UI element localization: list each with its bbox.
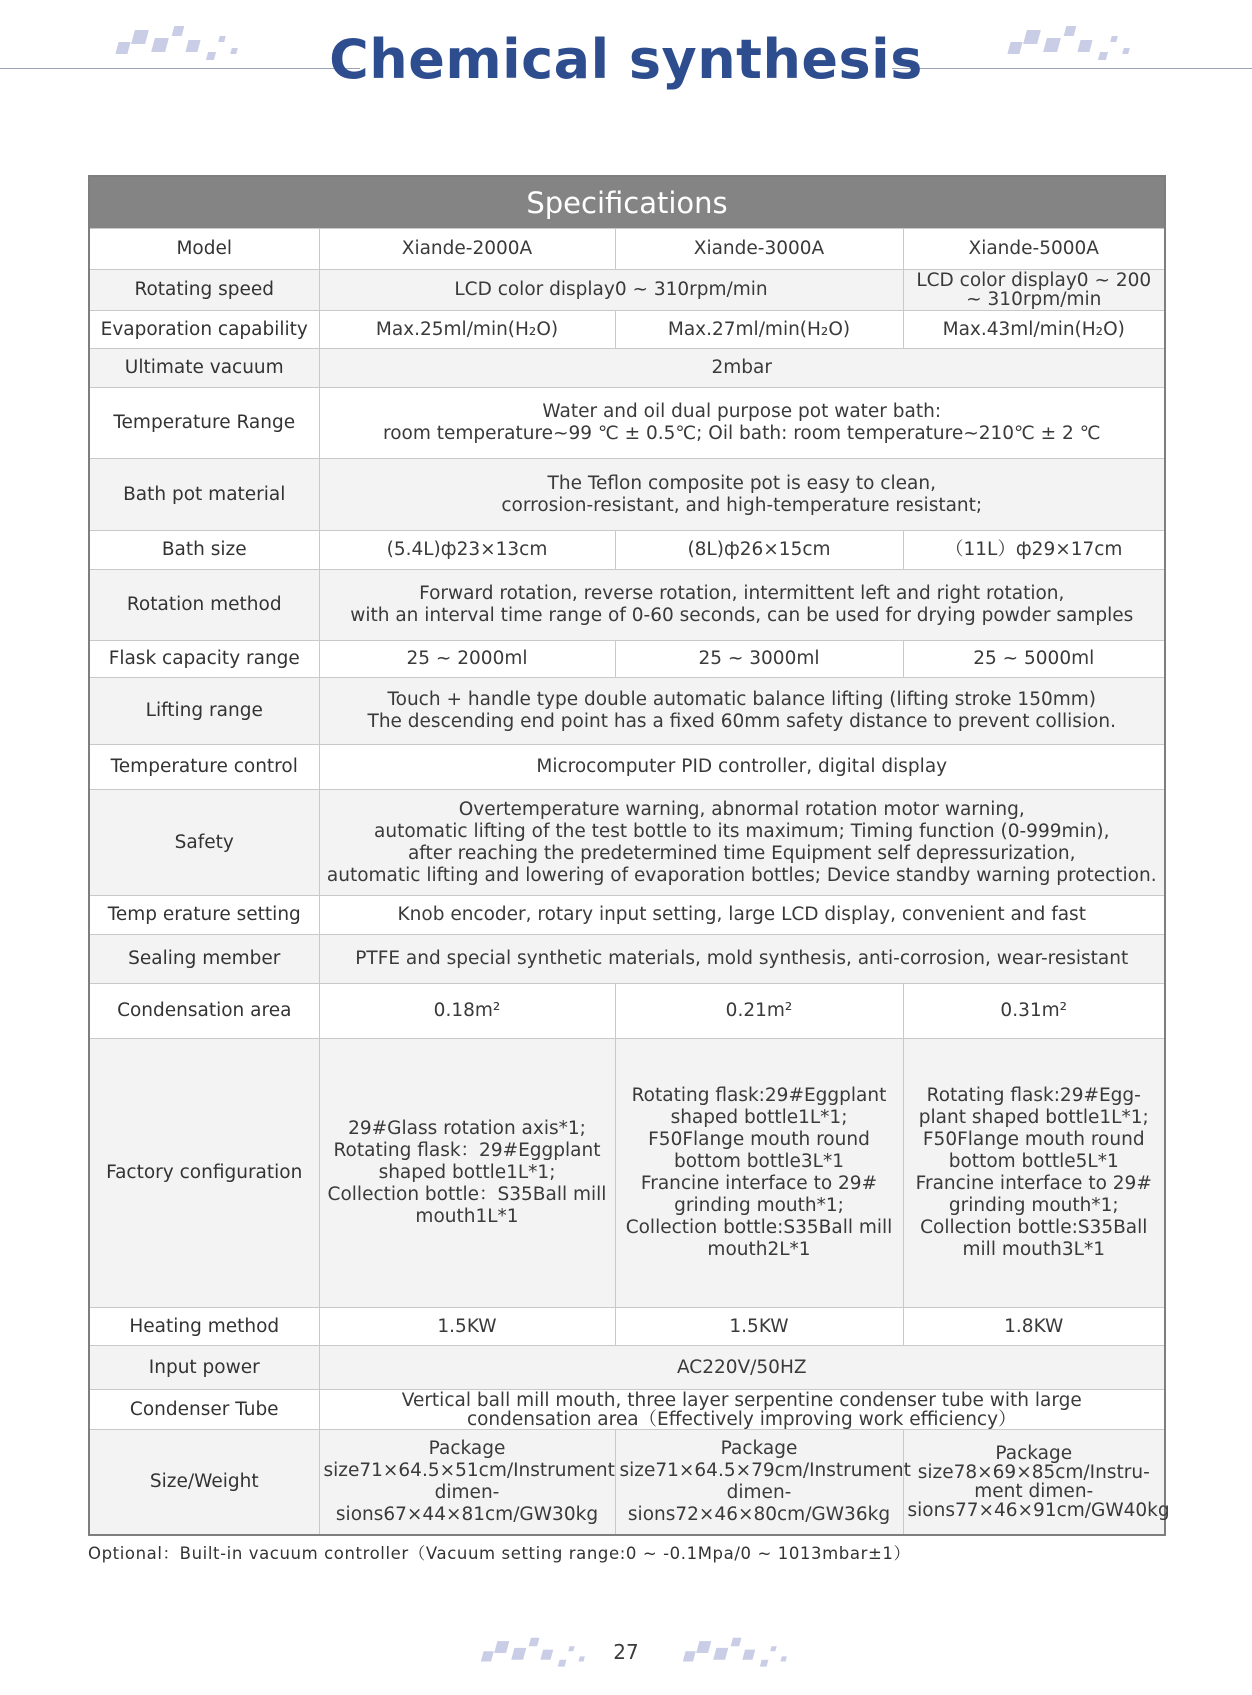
table-row xyxy=(89,311,1165,349)
table-cell: 25 ~ 3000ml xyxy=(615,641,903,678)
table-cell: Rotating flask:29#Egg-plant shaped bottle1L*1; F50Flange mouth round bottom bottle5L*1 Francine interface to 29# grinding mouth*1; Collection bottle:S35Ball mill mouth3L*1 xyxy=(903,1039,1165,1308)
table-row xyxy=(89,531,1165,570)
table-cell: (5.4L)ф23×13cm xyxy=(319,531,615,570)
row-label: Size/Weight xyxy=(89,1430,319,1535)
table-cell: Microcomputer PID controller, digital display xyxy=(319,745,1165,790)
table-cell: 0.31m² xyxy=(903,984,1165,1039)
table-cell: Max.25ml/min(H₂O) xyxy=(319,311,615,349)
table-cell: AC220V/50HZ xyxy=(319,1346,1165,1390)
table-row xyxy=(89,1308,1165,1346)
table-row xyxy=(89,641,1165,678)
row-label: Rotation method xyxy=(89,570,319,641)
row-label: Rotating speed xyxy=(89,270,319,311)
table-cell: Max.43ml/min(H₂O) xyxy=(903,311,1165,349)
table-cell: Overtemperature warning, abnormal rotation motor warning, automatic lifting of the test bottle to its maximum; Timing function (0-999min), after reaching the predetermined time Equipment self depressurization, automatic lifting and lowering of evaporation bottles; Device standby warning protection. xyxy=(319,790,1165,896)
table-cell: Xiande-2000A xyxy=(319,229,615,270)
table-row xyxy=(89,745,1165,790)
row-label: Sealing member xyxy=(89,935,319,984)
table-row xyxy=(89,935,1165,984)
table-cell: （11L）ф29×17cm xyxy=(903,531,1165,570)
table-row xyxy=(89,1039,1165,1308)
table-cell: 0.18m² xyxy=(319,984,615,1039)
row-label: Flask capacity range xyxy=(89,641,319,678)
row-label: Lifting range xyxy=(89,678,319,745)
table-cell: Package size71×64.5×79cm/Instrument dimen-sions72×46×80cm/GW36kg xyxy=(615,1430,903,1535)
table-cell: LCD color display0 ~ 200 ~ 310rpm/min xyxy=(903,270,1165,311)
table-row xyxy=(89,388,1165,459)
table-cell: 29#Glass rotation axis*1; Rotating flask：29#Eggplant shaped bottle1L*1; Collection bottle：S35Ball mill mouth1L*1 xyxy=(319,1039,615,1308)
table-cell: Touch + handle type double automatic balance lifting (lifting stroke 150mm) The descending end point has a fixed 60mm safety distance to prevent collision. xyxy=(319,678,1165,745)
table-cell: Xiande-3000A xyxy=(615,229,903,270)
row-label: Condensation area xyxy=(89,984,319,1039)
table-row xyxy=(89,570,1165,641)
table-cell: 0.21m² xyxy=(615,984,903,1039)
row-label: Temperature control xyxy=(89,745,319,790)
table-heading: Specifications xyxy=(89,176,1165,229)
table-row xyxy=(89,984,1165,1039)
table-row xyxy=(89,678,1165,745)
table-row xyxy=(89,229,1165,270)
table-row xyxy=(89,896,1165,935)
footer-dots-right xyxy=(683,1636,802,1670)
row-label: Bath size xyxy=(89,531,319,570)
table-cell: LCD color display0 ~ 310rpm/min xyxy=(319,270,903,311)
page-number: 27 xyxy=(613,1640,639,1664)
table-row xyxy=(89,1390,1165,1430)
table-row xyxy=(89,1430,1165,1535)
page-title: Chemical synthesis xyxy=(329,28,923,91)
row-label: Bath pot material xyxy=(89,459,319,531)
table-cell: PTFE and special synthetic materials, mold synthesis, anti-corrosion, wear-resistant xyxy=(319,935,1165,984)
table-cell: Vertical ball mill mouth, three layer serpentine condenser tube with large condensation area（Effectively improving work efficiency） xyxy=(319,1390,1165,1430)
row-label: Factory configuration xyxy=(89,1039,319,1308)
table-cell: 1.5KW xyxy=(319,1308,615,1346)
optional-note: Optional：Built-in vacuum controller（Vacuum setting range:0 ~ -0.1Mpa/0 ~ 1013mbar±1） xyxy=(88,1544,911,1563)
table-row xyxy=(89,349,1165,388)
specifications-table xyxy=(88,175,1170,1536)
table-cell: Rotating flask:29#Eggplant shaped bottle1L*1; F50Flange mouth round bottom bottle3L*1 Francine interface to 29# grinding mouth*1; Collection bottle:S35Ball mill mouth2L*1 xyxy=(615,1039,903,1308)
table-cell: Knob encoder, rotary input setting, large LCD display, convenient and fast xyxy=(319,896,1165,935)
table-row xyxy=(89,459,1165,531)
table-cell: Xiande-5000A xyxy=(903,229,1165,270)
table-cell: Max.27ml/min(H₂O) xyxy=(615,311,903,349)
table-cell: Package size78×69×85cm/Instru-ment dimen-sions77×46×91cm/GW40kg xyxy=(903,1430,1165,1535)
table-cell: 1.5KW xyxy=(615,1308,903,1346)
table-cell: The Teflon composite pot is easy to clean, corrosion-resistant, and high-temperature resistant; xyxy=(319,459,1165,531)
table-cell: Water and oil dual purpose pot water bath: room temperature~99 ℃ ± 0.5℃; Oil bath: room temperature~210℃ ± 2 ℃ xyxy=(319,388,1165,459)
table-cell: 25 ~ 2000ml xyxy=(319,641,615,678)
table-cell: 1.8KW xyxy=(903,1308,1165,1346)
table-cell: (8L)ф26×15cm xyxy=(615,531,903,570)
table-row xyxy=(89,1346,1165,1390)
table-row xyxy=(89,790,1165,896)
table-cell: Forward rotation, reverse rotation, intermittent left and right rotation, with an interval time range of 0-60 seconds, can be used for drying powder samples xyxy=(319,570,1165,641)
row-label: Safety xyxy=(89,790,319,896)
table-cell: Package size71×64.5×51cm/Instrument dimen-sions67×44×81cm/GW30kg xyxy=(319,1430,615,1535)
table-cell: 25 ~ 5000ml xyxy=(903,641,1165,678)
row-label: Heating method xyxy=(89,1308,319,1346)
row-label: Temp erature setting xyxy=(89,896,319,935)
row-label: Evaporation capability xyxy=(89,311,319,349)
row-label: Ultimate vacuum xyxy=(89,349,319,388)
table-cell: 2mbar xyxy=(319,349,1165,388)
table-row xyxy=(89,270,1165,311)
row-label: Temperature Range xyxy=(89,388,319,459)
row-label: Input power xyxy=(89,1346,319,1390)
row-label: Condenser Tube xyxy=(89,1390,319,1430)
row-label: Model xyxy=(89,229,319,270)
